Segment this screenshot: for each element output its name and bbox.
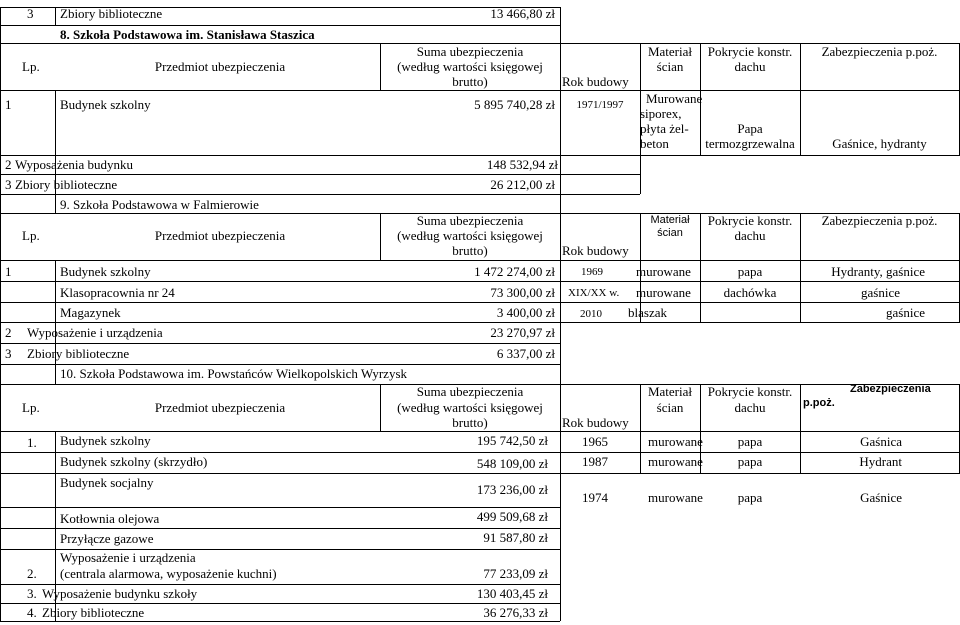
row-roof: dachówka bbox=[723, 285, 777, 300]
row-subject: Zbiory biblioteczne bbox=[42, 605, 145, 620]
row-sum: 130 403,45 zł bbox=[476, 586, 548, 601]
header-fire: Zabezpieczenia p.poż. bbox=[821, 44, 938, 59]
row-fire: gaśnice bbox=[886, 305, 925, 320]
row-material: murowane bbox=[648, 454, 703, 469]
row-roof: papa bbox=[737, 434, 763, 449]
row-sum: 5 895 740,28 zł bbox=[474, 97, 555, 112]
row-sum: 77 233,09 zł bbox=[483, 566, 548, 581]
row-sum: 1 472 274,00 zł bbox=[474, 264, 555, 279]
header-roof: Pokrycie konstr. bbox=[707, 384, 793, 399]
row-subject: Wyposażenia budynku bbox=[15, 157, 133, 172]
row-number: 1 bbox=[5, 264, 12, 279]
section-title: 9. Szkoła Podstawowa w Falmierowie bbox=[60, 197, 259, 212]
row-material: murowane bbox=[648, 490, 703, 505]
row-number: 3 bbox=[27, 6, 34, 21]
header-roof: Pokrycie konstr. bbox=[707, 213, 793, 228]
row-subject: Budynek szkolny bbox=[60, 433, 151, 448]
header-sum: Suma ubezpieczenia bbox=[416, 213, 524, 228]
row-sum: 91 587,80 zł bbox=[483, 530, 548, 545]
row-subject: Klasopracownia nr 24 bbox=[60, 285, 175, 300]
row-material: murowane bbox=[648, 434, 703, 449]
row-year: 1971/1997 bbox=[576, 99, 624, 111]
header-lp: Lp. bbox=[22, 400, 40, 415]
row-year: 1965 bbox=[582, 434, 608, 449]
row-sum: 148 532,94 zł bbox=[486, 157, 558, 172]
header-lp: Lp. bbox=[22, 228, 40, 243]
row-subject: Budynek szkolny (skrzydło) bbox=[60, 454, 208, 469]
header-material: Materiał bbox=[647, 384, 693, 399]
header-material: ścian bbox=[656, 59, 684, 74]
row-subject: Zbiory biblioteczne bbox=[60, 6, 163, 21]
row-subject: Budynek socjalny bbox=[60, 475, 154, 490]
row-subject: Zbiory biblioteczne bbox=[15, 177, 118, 192]
row-material: murowane bbox=[636, 264, 691, 279]
row-subject: Wyposażenie i urządzenia bbox=[27, 325, 163, 340]
row-number: 3 bbox=[5, 177, 12, 192]
header-sum: Suma ubezpieczenia bbox=[416, 384, 524, 399]
row-subject: Przyłącze gazowe bbox=[60, 531, 154, 546]
header-sum: (według wartości księgowej bbox=[397, 59, 543, 74]
header-sum: (według wartości księgowej bbox=[397, 400, 543, 415]
row-sum: 73 300,00 zł bbox=[490, 285, 555, 300]
row-material: płyta żel- bbox=[640, 121, 689, 136]
row-subject: Budynek szkolny bbox=[60, 264, 151, 279]
row-sum: 36 276,33 zł bbox=[483, 605, 548, 620]
row-number: 3 bbox=[5, 346, 12, 361]
header-fire: Zabezpieczenia p.poż. bbox=[821, 213, 938, 228]
row-sum: 195 742,50 zł bbox=[476, 433, 548, 448]
row-year: 1969 bbox=[581, 266, 603, 278]
row-sum: 6 337,00 zł bbox=[496, 346, 555, 361]
row-sum: 173 236,00 zł bbox=[476, 482, 548, 497]
row-roof: papa bbox=[737, 264, 763, 279]
row-roof: Papa bbox=[737, 121, 763, 136]
row-year: 1987 bbox=[582, 454, 608, 469]
header-fire: Zabezpieczenia bbox=[850, 383, 931, 395]
row-number: 2. bbox=[27, 566, 37, 581]
header-subject: Przedmiot ubezpieczenia bbox=[154, 400, 286, 415]
header-sum: brutto) bbox=[452, 243, 488, 258]
row-year: 2010 bbox=[580, 308, 602, 320]
row-fire: gaśnice bbox=[861, 285, 900, 300]
row-sum: 499 509,68 zł bbox=[476, 509, 548, 524]
header-sum: (według wartości księgowej bbox=[397, 228, 543, 243]
row-roof: papa bbox=[737, 490, 763, 505]
section-title: 10. Szkoła Podstawowa im. Powstańców Wielkopolskich Wyrzysk bbox=[60, 366, 408, 381]
header-subject: Przedmiot ubezpieczenia bbox=[154, 59, 286, 74]
header-roof: dachu bbox=[734, 400, 766, 415]
header-year: Rok budowy bbox=[562, 74, 629, 89]
header-year: Rok budowy bbox=[562, 415, 629, 430]
row-material: murowane bbox=[636, 285, 691, 300]
row-sum: 3 400,00 zł bbox=[496, 305, 555, 320]
row-number: 1. bbox=[27, 435, 37, 450]
header-material: Materiał bbox=[650, 214, 690, 226]
row-fire: Hydranty, gaśnice bbox=[831, 264, 925, 279]
header-roof: Pokrycie konstr. bbox=[707, 44, 793, 59]
header-roof: dachu bbox=[734, 228, 766, 243]
row-roof: termozgrzewalna bbox=[705, 136, 795, 151]
header-roof: dachu bbox=[734, 59, 766, 74]
row-fire: Hydrant bbox=[859, 454, 902, 469]
row-number: 3. bbox=[27, 586, 37, 601]
section-title: 8. Szkoła Podstawowa im. Stanisława Staszica bbox=[60, 27, 315, 42]
row-number: 1 bbox=[5, 97, 12, 112]
row-subject: Zbiory biblioteczne bbox=[27, 346, 130, 361]
row-year: XIX/XX w. bbox=[568, 287, 620, 299]
row-fire: Gaśnica bbox=[860, 434, 902, 449]
row-roof: papa bbox=[737, 454, 763, 469]
row-fire: Gaśnice, hydranty bbox=[832, 136, 927, 151]
row-sum: 23 270,97 zł bbox=[490, 325, 555, 340]
row-subject: (centrala alarmowa, wyposażenie kuchni) bbox=[60, 566, 277, 581]
header-material: Materiał bbox=[647, 44, 693, 59]
header-subject: Przedmiot ubezpieczenia bbox=[154, 228, 286, 243]
header-sum: brutto) bbox=[452, 415, 488, 430]
row-subject: Kotłownia olejowa bbox=[60, 511, 160, 526]
header-material: ścian bbox=[657, 227, 683, 239]
row-number: 4. bbox=[27, 605, 37, 620]
header-sum: Suma ubezpieczenia bbox=[416, 44, 524, 59]
header-sum: brutto) bbox=[452, 74, 488, 89]
row-material: Murowane bbox=[646, 91, 703, 106]
row-fire: Gaśnice bbox=[860, 490, 902, 505]
row-subject: Magazynek bbox=[60, 305, 121, 320]
row-sum: 13 466,80 zł bbox=[490, 6, 555, 21]
row-subject: Wyposażenie budynku szkoły bbox=[42, 586, 198, 601]
row-material: siporex, bbox=[640, 106, 682, 121]
header-fire: p.poż. bbox=[803, 397, 835, 409]
row-number: 2 bbox=[5, 157, 12, 172]
header-year: Rok budowy bbox=[562, 243, 629, 258]
row-material: beton bbox=[640, 136, 669, 151]
header-lp: Lp. bbox=[22, 59, 40, 74]
row-sum: 548 109,00 zł bbox=[476, 456, 548, 471]
row-subject: Wyposażenie i urządzenia bbox=[60, 550, 196, 565]
row-material: blaszak bbox=[628, 305, 667, 320]
row-number: 2 bbox=[5, 325, 12, 340]
row-subject: Budynek szkolny bbox=[60, 97, 151, 112]
row-sum: 26 212,00 zł bbox=[490, 177, 555, 192]
header-material: ścian bbox=[656, 400, 684, 415]
row-year: 1974 bbox=[582, 490, 608, 505]
